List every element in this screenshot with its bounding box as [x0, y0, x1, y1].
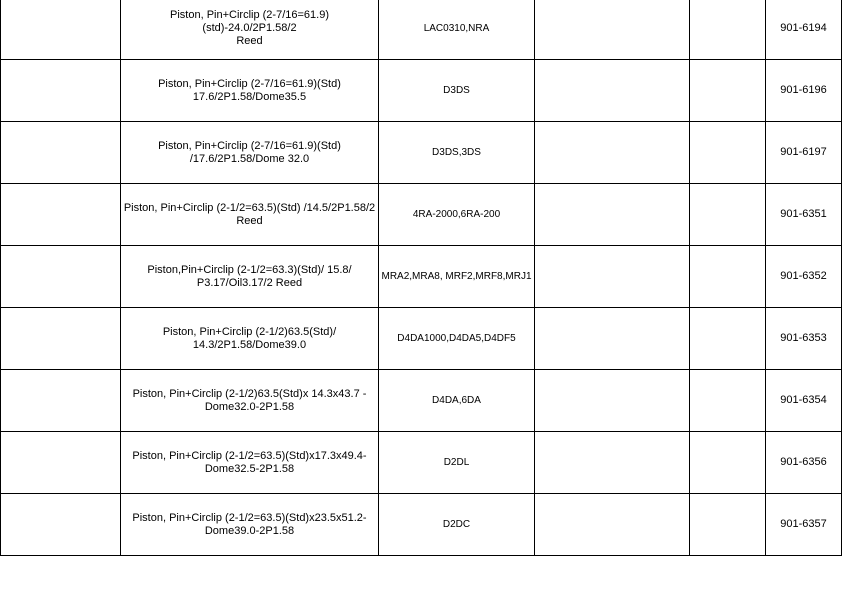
table-row [1, 60, 842, 122]
part-number-cell: 901-6357 [766, 494, 842, 556]
image-cell [1, 122, 121, 184]
image-cell [1, 308, 121, 370]
description-line-2: Dome39.0-2P1.58 [204, 524, 295, 537]
table-row [1, 0, 842, 60]
empty-cell [535, 370, 690, 432]
model-cell: 4RA-2000,6RA-200 [379, 184, 535, 246]
table-body [1, 0, 842, 556]
empty-cell [690, 308, 766, 370]
empty-cell [535, 432, 690, 494]
image-cell [1, 246, 121, 308]
description-cell [121, 308, 379, 370]
table-row [1, 308, 842, 370]
description-line-1: Piston, Pin+Circlip (2-1/2)63.5(Std)x 14.3x43.7 - [132, 387, 367, 400]
description-line-1: Piston, Pin+Circlip (2-7/16=61.9)(std)-24.0/2P1.58/2 [170, 9, 329, 34]
description-line-2: /17.6/2P1.58/Dome 32.0 [189, 152, 310, 165]
description-line-1: Piston, Pin+Circlip (2-1/2=63.5)(Std) /14.5/2P1.58/2 [123, 201, 376, 214]
empty-cell [690, 60, 766, 122]
model-cell: LAC0310,NRA [379, 0, 535, 60]
description-cell [121, 0, 379, 60]
description-line-2: 14.3/2P1.58/Dome39.0 [192, 338, 307, 351]
description-line-2: Dome32.5-2P1.58 [204, 462, 295, 475]
description-line-1: Piston, Pin+Circlip (2-7/16=61.9)(Std) [158, 139, 341, 152]
empty-cell [535, 246, 690, 308]
image-cell [1, 494, 121, 556]
description-line-2: P3.17/Oil3.17/2 Reed [196, 276, 303, 289]
table-row [1, 494, 842, 556]
description-cell [121, 432, 379, 494]
table-row [1, 122, 842, 184]
part-number-cell: 901-6352 [766, 246, 842, 308]
empty-cell [690, 122, 766, 184]
empty-cell [535, 60, 690, 122]
description-line-1: Piston,Pin+Circlip (2-1/2=63.3)(Std)/ 15.8/ [147, 263, 352, 276]
empty-cell [690, 370, 766, 432]
description-cell [121, 370, 379, 432]
description-line-2: Dome32.0-2P1.58 [204, 400, 295, 413]
empty-cell [535, 184, 690, 246]
part-number-cell: 901-6354 [766, 370, 842, 432]
empty-cell [690, 246, 766, 308]
empty-cell [535, 0, 690, 60]
empty-cell [690, 184, 766, 246]
model-cell: D3DS [379, 60, 535, 122]
empty-cell [535, 494, 690, 556]
table-row [1, 184, 842, 246]
table-row [1, 432, 842, 494]
part-number-cell: 901-6353 [766, 308, 842, 370]
part-number-cell: 901-6356 [766, 432, 842, 494]
part-number-cell: 901-6351 [766, 184, 842, 246]
description-line-2: 17.6/2P1.58/Dome35.5 [192, 90, 307, 103]
description-cell [121, 246, 379, 308]
description-line-1: Piston, Pin+Circlip (2-1/2)63.5(Std)/ [162, 325, 337, 338]
empty-cell [535, 122, 690, 184]
part-number-cell: 901-6197 [766, 122, 842, 184]
image-cell [1, 0, 121, 60]
image-cell [1, 432, 121, 494]
part-number-cell: 901-6196 [766, 60, 842, 122]
description-line-1: Piston, Pin+Circlip (2-1/2=63.5)(Std)x17.3x49.4- [132, 449, 367, 462]
description-cell [121, 494, 379, 556]
description-cell [121, 122, 379, 184]
model-cell: D2DL [379, 432, 535, 494]
empty-cell [535, 308, 690, 370]
empty-cell [690, 494, 766, 556]
image-cell [1, 370, 121, 432]
table-row [1, 370, 842, 432]
description-line-2: Reed [236, 35, 263, 47]
image-cell [1, 60, 121, 122]
description-line-1: Piston, Pin+Circlip (2-1/2=63.5)(Std)x23.5x51.2- [132, 511, 367, 524]
model-cell: MRA2,MRA8, MRF2,MRF8,MRJ1 [379, 246, 535, 308]
part-number-cell: 901-6194 [766, 0, 842, 60]
description-cell [121, 60, 379, 122]
model-cell: D3DS,3DS [379, 122, 535, 184]
model-cell: D4DA,6DA [379, 370, 535, 432]
table-row [1, 246, 842, 308]
description-cell [121, 184, 379, 246]
model-cell: D4DA1000,D4DA5,D4DF5 [379, 308, 535, 370]
description-line-2: Reed [236, 214, 263, 227]
empty-cell [690, 432, 766, 494]
description-line-1: Piston, Pin+Circlip (2-7/16=61.9)(Std) [158, 77, 341, 90]
model-cell: D2DC [379, 494, 535, 556]
image-cell [1, 184, 121, 246]
empty-cell [690, 0, 766, 60]
